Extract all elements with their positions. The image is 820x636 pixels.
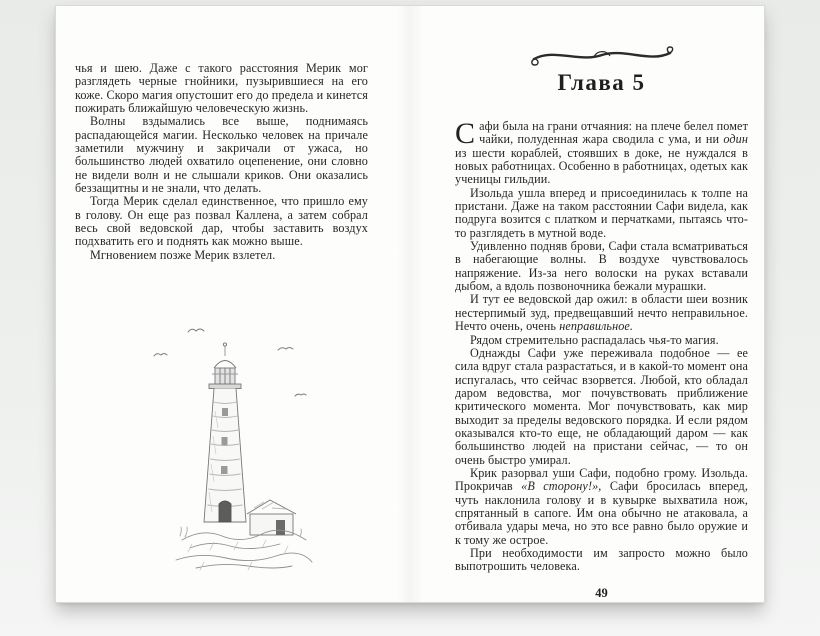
paragraph — [75, 249, 368, 262]
paragraph — [75, 115, 368, 195]
lighthouse-tower — [204, 343, 246, 522]
emphasized-text: один — [723, 132, 748, 147]
page-number: 49 — [595, 586, 608, 600]
chapter-title: Глава 5 — [557, 70, 646, 95]
drop-cap: С — [455, 117, 476, 150]
text-run: И тут ее ведовской дар ожил: в области шеи возник нестерпимый зуд, предвещавший нечто неправильное. Нечто очень, очень — [455, 292, 748, 334]
page-gutter — [397, 6, 423, 602]
text-run: чья и шею. Даже с такого расстояния Мерик мог разглядеть черные гнойники, пузырившиеся на его коже. Скоро магия опустошит его до предела и кинется пожирать ближайшую человеческую жизнь. — [75, 61, 368, 116]
paragraph — [75, 62, 368, 115]
text-run: Волны вздымались все выше, поднимаясь распадающейся магии. Несколько человек на причале заметили мужчину и закричали от ужаса, но большинство людей охватило оцепенение, они словно не видели волн и не слышали криков. Они оказались беззащитны и не знали, что делать. — [75, 114, 368, 196]
paragraph — [455, 293, 748, 333]
paragraph — [455, 347, 748, 467]
chapter-ornament-icon — [528, 46, 676, 66]
text-run: При необходимости им запросто можно было выпотрошить человека. — [455, 546, 748, 574]
paragraph — [455, 334, 748, 347]
right-page-text — [455, 117, 748, 574]
paragraph — [455, 117, 748, 187]
text-run: Тогда Мерик сделал единственное, что пришло ему в голову. Он еще раз позвал Каллена, а затем собрал весь свой ведовской дар, чтобы заставить воздух подхватить его и поднять как можно выше. — [75, 194, 368, 249]
text-run: Удивленно подняв брови, Сафи стала всматриваться в набегающие волны. В воздухе чувствовалось напряжение. Из-за него волоски на руках вставали дыбом, а вдоль позвоночника бежали мурашки. — [455, 239, 748, 294]
paragraph — [455, 240, 748, 293]
paragraph — [75, 195, 368, 248]
text-run: Однажды Сафи уже переживала подобное — ее сила вдруг стала разрастаться, и в какой-то момент она испугалась, что сейчас взорвется. Любой, кто обладал даром ведовства, мог почувствовать приближение критического момента. Мог почувствовать, как мир выходит за пределы ведовского порядка. И если рядом оказывался кто-то еще, не обладающий даром — как большинство людей на пристани сейчас, — то он очень быстро умирал. — [455, 345, 748, 467]
text-run: афи была на грани отчаяния: на плече белел помет чайки, полуденная жара сводила с ума, и ни — [479, 119, 748, 147]
text-run: Изольда ушла вперед и присоединилась к толпе на пристани. Даже на таком расстоянии Сафи видела, как подруга возится с платком и перчатками, пытаясь что-то разглядеть в мутной воде. — [455, 185, 748, 240]
text-run: Мгновением позже Мерик взлетел. — [90, 247, 276, 262]
paragraph — [455, 547, 748, 574]
text-run: Крик разорвал уши Сафи, подобно грому. Изольда. Прокричав — [455, 465, 748, 494]
text-run: из шести кораблей, стоявших в доке, не нуждался в новых работницах. Особенно в работницах, одетых как ученицы гильдии. — [455, 145, 748, 187]
text-run: , Сафи бросилась вперед, чуть наклонила голову и в кувырке выхватила нож, спрятанный в сапоге. Им она обычно не атаковала, а отбивала удары меча, но это все равно было оружие и к тому же острое. — [455, 479, 748, 547]
left-page-text — [75, 62, 368, 262]
paragraph — [455, 187, 748, 240]
keeper-hut — [247, 500, 296, 535]
paragraph — [455, 467, 748, 547]
lighthouse-illustration — [130, 316, 325, 578]
text-run: Рядом стремительно распадалась чья-то магия. — [470, 332, 719, 347]
emphasized-text: неправильное. — [559, 319, 634, 334]
emphasized-text: «В сторону!» — [521, 479, 599, 494]
chapter-heading — [455, 46, 748, 96]
book-spread — [56, 6, 764, 602]
